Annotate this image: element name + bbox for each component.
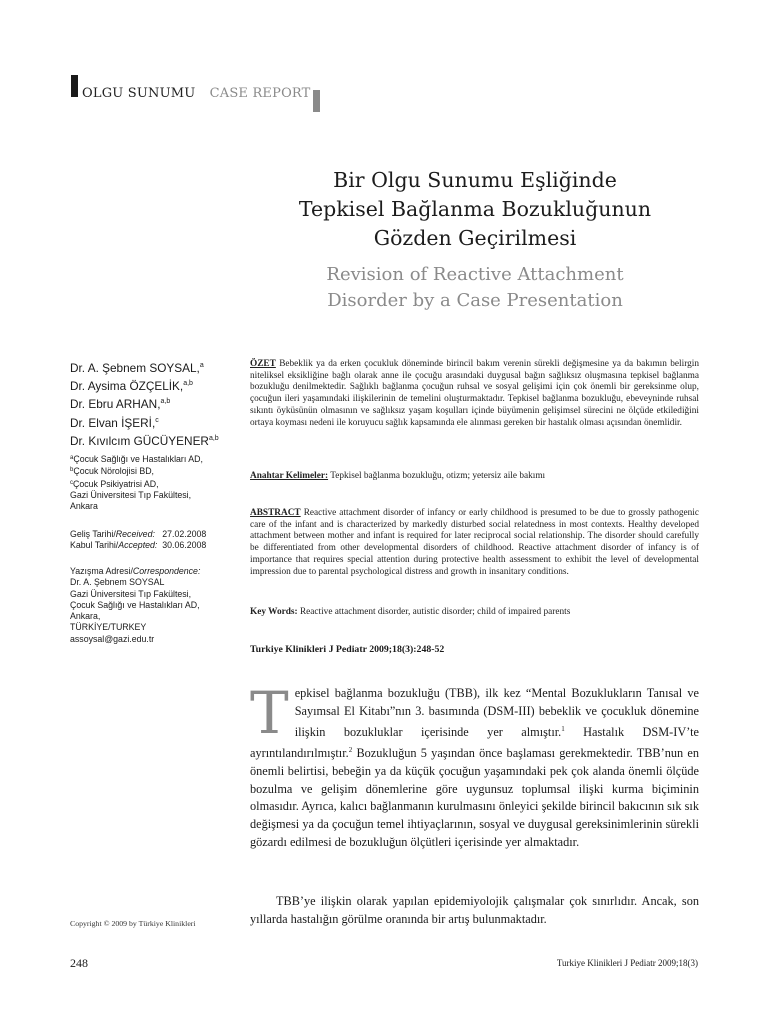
- title-tr-line: Tepkisel Bağlanma Bozukluğunun: [298, 197, 652, 221]
- affiliation: $^c$Çocuk Psikiyatrisi AD,: [70, 478, 159, 489]
- anahtar-label: Anahtar Kelimeler:: [250, 471, 329, 481]
- dates: [70, 529, 245, 552]
- author: Dr. Ebru ARHAN,$^{a,b}$: [70, 397, 171, 412]
- affiliation: $^a$Çocuk Sağlığı ve Hastalıkları AD,: [70, 454, 203, 464]
- section-header: [82, 86, 311, 101]
- correspondence-label: Yazışma Adresi/Correspondence:: [70, 566, 201, 576]
- page-number: 248: [70, 956, 88, 970]
- section-label-tr: OLGU SUNUMU: [82, 86, 196, 101]
- drop-cap: T: [250, 679, 289, 747]
- ozet-label: ÖZET: [250, 359, 276, 369]
- anahtar-block: [250, 471, 699, 483]
- header-bar-right: [313, 90, 320, 112]
- citation: Turkiye Klinikleri J Pediatr 2009;18(3):248-52: [250, 644, 445, 655]
- ozet-block: [250, 359, 699, 429]
- footer-journal: Turkiye Klinikleri J Pediatr 2009;18(3): [556, 958, 698, 968]
- anahtar-text: Tepkisel bağlanma bozukluğu, otizm; yetersiz aile bakımı: [330, 471, 546, 481]
- section-label-en: CASE REPORT: [209, 86, 311, 101]
- correspondence: [70, 566, 245, 645]
- affiliations: [70, 453, 245, 512]
- keywords-text: Reactive attachment disorder, autistic disorder; child of impaired parents: [299, 607, 571, 617]
- accepted-date: Kabul Tarihi/Accepted: 30.06.2008: [70, 540, 207, 551]
- title-en-line: Revision of Reactive Attachment: [326, 264, 624, 285]
- received-date: Geliş Tarihi/Received: 27.02.2008: [70, 529, 207, 539]
- body-paragraph: Tepkisel bağlanma bozukluğu (TBB), ilk kez “Mental Bozuklukların Tanısal ve Sayımsal El Kitabı”nın 3. basımında (DSM-III) bebeklik ve çocukluk dönemine ilişkin bozukluklar içerisinde yer almıştır.$^1$ Hastalık DSM-IV’te ayrıntılandırılmıştır.$^2$ Bozukluğun 5 yaşından önce başlaması gerekmektedir. TBB’nun en önemli belirtisi, bebeğin ya da küçük çocuğun yaşamındaki pek çok alanda önemli ölçüde bozulma ve gelişim dönemlerine göre uygunsuz toplumsal ilişki kurma biçiminin olmasıdır. Ayrıca, kalıcı bağlanmanın kurulmasını önleyici şekilde birincil bakıcının sık sık değişmesi ya da çocuğun temel ihtiyaçlarının, sosyal ve duygusal gereksinimlerinin sürekli gözardı edilmesi de bozukluğun ölçütleri içerisinde yer almaktadır.: [250, 679, 699, 850]
- affiliation-line: Gazi Üniversitesi Tıp Fakültesi,: [70, 489, 192, 500]
- title-tr-line: Bir Olgu Sunumu Eşliğinde: [333, 168, 617, 192]
- author: Dr. Kıvılcım GÜCÜYENER$^{a,b}$: [70, 433, 219, 448]
- header-bar-left: [71, 75, 78, 97]
- author: Dr. Elvan İŞERİ,$^c$: [70, 415, 159, 430]
- correspondence-line: Çocuk Sağlığı ve Hastalıkları AD,: [70, 599, 200, 610]
- affiliation: $^b$Çocuk Nörolojisi BD,: [70, 466, 155, 477]
- correspondence-email[interactable]: assoysal@gazi.edu.tr: [70, 633, 155, 644]
- keywords-block: [250, 607, 699, 619]
- correspondence-line: Gazi Üniversitesi Tıp Fakültesi,: [70, 588, 192, 599]
- keywords-label: Key Words:: [250, 607, 298, 617]
- abstract-label: ABSTRACT: [250, 508, 301, 518]
- author: Dr. Aysima ÖZÇELİK,$^{a,b}$: [70, 379, 193, 394]
- author: Dr. A. Şebnem SOYSAL,$^a$: [70, 361, 204, 375]
- copyright: Copyright © 2009 by Türkiye Klinikleri: [70, 919, 196, 928]
- abstract-text: Reactive attachment disorder of infancy or early childhood is presumed to be due to grossly pathogenic care of the infant and is characterized by markedly disturbed social relatedness in most contexts. Healthy developed attachment between mother and infant is required for later reciprocal social relationship. The disorder should carefully be differentiated from other developmental disorders of childhood. Reactive attachment disorder of infancy is of importance that requires special attention during protective health assessment to exhibit the level of developmental impression due to parental psychological distress and growth in insanitary conditions.: [250, 508, 700, 577]
- ozet-text: Bebeklik ya da erken çocukluk döneminde birincil bakım verenin sürekli değişmesine ya da bakımın belirgin niteliksel eksikliğine bağlı olarak anne ile çocuğu arasındaki duygusal bağın sağlıksız oluşmasına tepkisel bağlanma bozukluğu denilmektedir. Sağlıklı bağlanma çocuğun ruhsal ve sosyal gelişimi için çok önemli bir gereksinme olup, çocuğun ileri yaşamındaki ilişkilerinin de temelini oluşturmaktadır. Tepkisel bağlanma bozukluğu, ebeveyninde ruhsal sıkıntı öyküsünün olmasının ve sağlıksız yaşam koşulları içinde büyümenin gelişimsel sürecini ne ölçüde etkilediğini ortaya koyması nedeni ile koruyucu sağlık kapsamında ele alınması gereken bir hastalık olması açısından önemlidir.: [250, 359, 699, 428]
- body-paragraph: TBB’ye ilişkin olarak yapılan epidemiyolojik çalışmalar çok sınırlıdır. Ancak, son yıllarda hastalığın görülme oranında bir artış bulunmaktadır.: [250, 894, 699, 926]
- author-list: [70, 358, 245, 449]
- title-turkish: [255, 166, 695, 253]
- title-tr-line: Gözden Geçirilmesi: [373, 226, 577, 250]
- correspondence-line: TÜRKİYE/TURKEY: [70, 622, 147, 633]
- title-en-line: Disorder by a Case Presentation: [327, 290, 623, 311]
- affiliation-line: Ankara: [70, 501, 98, 512]
- title-english: [255, 262, 695, 314]
- abstract-block: [250, 508, 699, 578]
- correspondence-line: Dr. A. Şebnem SOYSAL: [70, 577, 165, 588]
- correspondence-line: Ankara,: [70, 611, 101, 622]
